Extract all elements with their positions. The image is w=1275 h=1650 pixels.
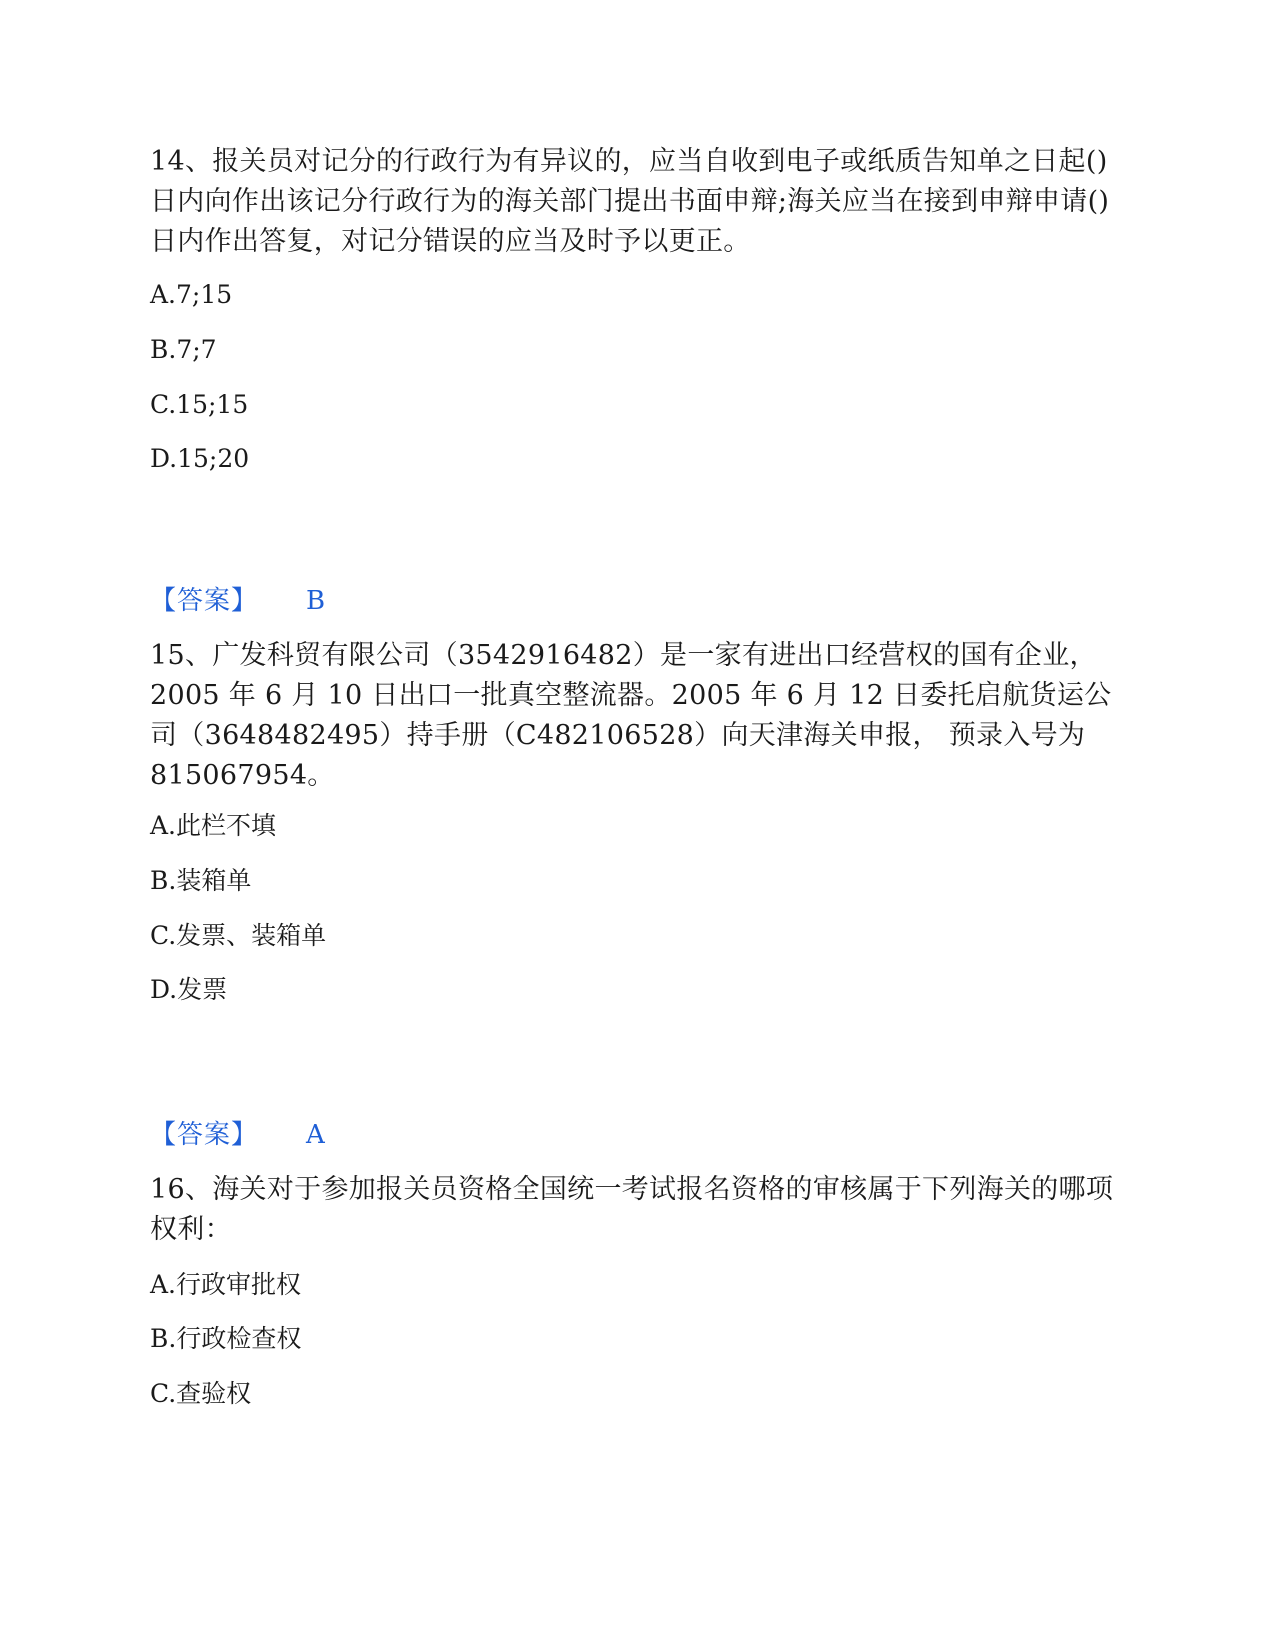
option-b: B.装箱单 bbox=[150, 866, 252, 895]
answer-label: 【答案】 bbox=[150, 586, 259, 616]
question-15 bbox=[150, 636, 1115, 1016]
answer-block bbox=[150, 1120, 325, 1150]
question-14 bbox=[150, 142, 1115, 482]
option-a: A.此栏不填 bbox=[150, 811, 277, 840]
option-c: C.发票、装箱单 bbox=[150, 921, 327, 950]
answer-value: B bbox=[306, 586, 326, 616]
answer-block bbox=[150, 586, 325, 616]
option-a: A.7;15 bbox=[150, 280, 233, 309]
option-a: A.行政审批权 bbox=[150, 1270, 302, 1299]
option-c: C.15;15 bbox=[150, 390, 249, 419]
question-stem: 15、广发科贸有限公司（3542916482）是一家有进出口经营权的国有企业，2005 年 6 月 10 日出口一批真空整流器。2005 年 6 月 12 日委托启航货运公司（3648482495）持手册（C482106528）向天津海关申报， 预录入号为 815067954。 bbox=[150, 640, 1112, 791]
question-stem: 14、报关员对记分的行政行为有异议的，应当自收到电子或纸质告知单之日起()日内向作出该记分行政行为的海关部门提出书面申辩;海关应当在接到申辩申请()日内作出答复，对记分错误的应当及时予以更正。 bbox=[150, 146, 1110, 257]
option-b: B.7;7 bbox=[150, 335, 217, 364]
option-d: D.15;20 bbox=[150, 444, 250, 473]
option-b: B.行政检查权 bbox=[150, 1324, 302, 1353]
question-stem: 16、海关对于参加报关员资格全国统一考试报名资格的审核属于下列海关的哪项权利： bbox=[150, 1174, 1114, 1245]
answer-label: 【答案】 bbox=[150, 1120, 259, 1150]
option-d: D.发票 bbox=[150, 975, 228, 1004]
option-c: C.查验权 bbox=[150, 1379, 252, 1408]
answer-value: A bbox=[306, 1120, 325, 1150]
question-16 bbox=[150, 1170, 1115, 1430]
